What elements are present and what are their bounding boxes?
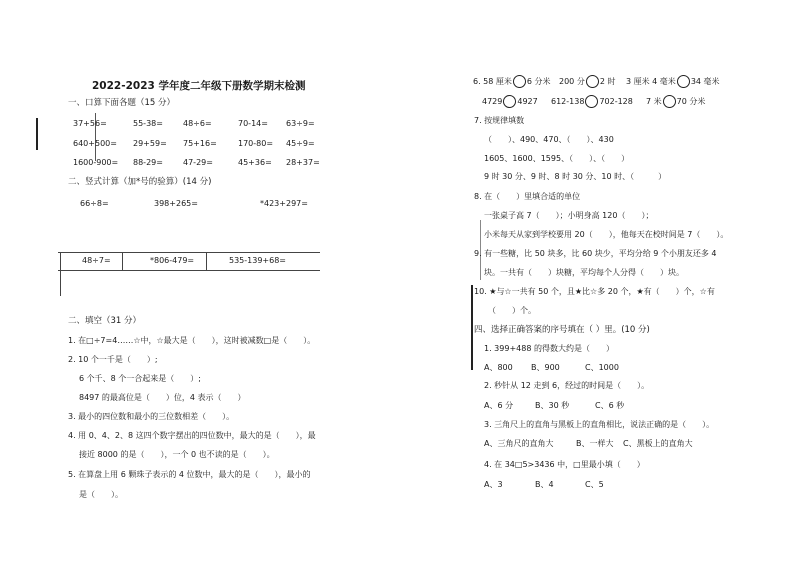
choice-question: 3. 三角尺上的直角与黑板上的直角相比，说法正确的是（ ）。 bbox=[484, 420, 715, 429]
fill-question: 5. 在算盘上用 6 颗珠子表示的 4 位数中，最大的是（ ），最小的 bbox=[68, 470, 311, 479]
q10-line: （ ）个。 bbox=[488, 306, 536, 315]
unit-line: 小米每天从家到学校要用 20（ ），他每天在校时间是 7（ ）。 bbox=[484, 230, 729, 239]
pattern-line: 9 时 30 分、9 时、8 时 30 分、10 时、（ ） bbox=[484, 172, 667, 181]
calc-item: 63÷9= bbox=[286, 119, 315, 128]
calc-item: 29+59= bbox=[133, 139, 167, 148]
calc-item: 28+37= bbox=[286, 158, 320, 167]
fill-question: 8497 的最高位是（ ）位，4 表示（ ） bbox=[79, 393, 246, 402]
fill-question: 4. 用 0、4、2、8 这四个数字摆出的四位数中，最大的是（ ），最 bbox=[68, 431, 316, 440]
compare-item: 6. 58 厘米 6 分米 bbox=[473, 77, 551, 86]
calc-item: 48÷6= bbox=[183, 119, 212, 128]
choice-option[interactable]: A、800 bbox=[484, 363, 513, 372]
choice-option[interactable]: C、6 秒 bbox=[595, 401, 625, 410]
compare-item: 4729 4927 bbox=[482, 97, 538, 106]
q9-line: 9. 有一些糖，比 50 块多，比 60 块少，平均分给 9 个小朋友还多 4 bbox=[474, 249, 717, 258]
choice-question: 2. 秒针从 12 走到 6，经过的时间是（ ）。 bbox=[484, 381, 650, 390]
unit-line: 一张桌子高 7（ ）；小明身高 120（ ）； bbox=[484, 211, 654, 220]
pattern-line: 1605、1600、1595、（ ）、（ ） bbox=[484, 154, 630, 163]
calc-item: 70-14= bbox=[238, 119, 268, 128]
calc-item: 45÷9= bbox=[286, 139, 315, 148]
q8-heading: 8. 在（ ）里填合适的单位 bbox=[474, 192, 581, 201]
choice-option[interactable]: B、900 bbox=[531, 363, 560, 372]
compare-item: 200 分 2 时 bbox=[559, 77, 616, 86]
table-line bbox=[206, 252, 207, 270]
choice-option[interactable]: A、三角尺的直角大 bbox=[484, 439, 554, 448]
vertical-calc-item: 66÷8= bbox=[80, 199, 109, 208]
choice-option[interactable]: C、5 bbox=[585, 480, 604, 489]
choice-question: 4. 在 34□5>3436 中，□里最小填（ ） bbox=[484, 460, 645, 469]
compare-item: 612-138 702-128 bbox=[551, 97, 633, 106]
calc-item: 170-80= bbox=[238, 139, 274, 148]
compare-circle-icon[interactable] bbox=[503, 95, 516, 108]
choice-option[interactable]: A、3 bbox=[484, 480, 503, 489]
page-title: 2022-2023 学年度二年级下册数学期末检测 bbox=[92, 80, 306, 92]
compare-circle-icon[interactable] bbox=[513, 75, 526, 88]
calc-item: 37+56= bbox=[73, 119, 107, 128]
table-line bbox=[58, 252, 320, 253]
vertical-calc-item: 48÷7= bbox=[82, 256, 111, 265]
q7-heading: 7. 按规律填数 bbox=[474, 116, 525, 125]
compare-circle-icon[interactable] bbox=[586, 75, 599, 88]
fill-question: 接近 8000 的是（ ），一个 0 也不读的是（ ）。 bbox=[79, 450, 275, 459]
fill-question: 3. 最小的四位数和最小的三位数相差（ ）。 bbox=[68, 412, 235, 421]
fill-question: 2. 10 个一千是（ ）; bbox=[68, 355, 158, 364]
calc-item: 88-29= bbox=[133, 158, 163, 167]
section-4-heading: 四、选择正确答案的序号填在（ ）里。(10 分) bbox=[474, 325, 650, 335]
calc-item: 640+500= bbox=[73, 139, 117, 148]
table-line bbox=[122, 252, 123, 270]
section-3-heading: 二、填空（31 分） bbox=[68, 316, 142, 326]
choice-option[interactable]: A、6 分 bbox=[484, 401, 514, 410]
vertical-calc-item: *806-479= bbox=[150, 256, 195, 265]
fill-question: 是（ ）。 bbox=[79, 490, 123, 499]
vertical-calc-item: 398+265= bbox=[154, 199, 198, 208]
compare-item: 3 厘米 4 毫米 34 毫米 bbox=[626, 77, 720, 86]
calc-item: 47-29= bbox=[183, 158, 213, 167]
choice-option[interactable]: B、4 bbox=[535, 480, 554, 489]
calc-item: 1600-900= bbox=[73, 158, 119, 167]
vertical-calc-item: *423+297= bbox=[260, 199, 308, 208]
table-line bbox=[58, 270, 320, 271]
choice-question: 1. 399+488 的得数大约是（ ） bbox=[484, 344, 614, 353]
choice-option[interactable]: C、黑板上的直角大 bbox=[623, 439, 693, 448]
fill-question: 6 个千、8 个一合起来是（ ）; bbox=[79, 374, 201, 383]
section-1-heading: 一、口算下面各题（15 分） bbox=[68, 98, 176, 108]
compare-circle-icon[interactable] bbox=[585, 95, 598, 108]
table-line bbox=[60, 252, 61, 296]
calc-item: 45+36= bbox=[238, 158, 272, 167]
choice-option[interactable]: C、1000 bbox=[585, 363, 619, 372]
compare-circle-icon[interactable] bbox=[677, 75, 690, 88]
vertical-calc-item: 535-139+68= bbox=[229, 256, 287, 265]
scan-mark bbox=[36, 118, 38, 150]
calc-item: 55-38= bbox=[133, 119, 163, 128]
pattern-line: （ ）、490、470、（ ）、430 bbox=[484, 135, 614, 144]
choice-option[interactable]: B、一样大 bbox=[576, 439, 614, 448]
fill-question: 1. 在□÷7=4……☆中，☆最大是（ ），这时被减数□是（ ）。 bbox=[68, 336, 316, 345]
compare-item: 7 米 70 分米 bbox=[646, 97, 706, 106]
calc-item: 75+16= bbox=[183, 139, 217, 148]
compare-circle-icon[interactable] bbox=[663, 95, 676, 108]
choice-option[interactable]: B、30 秒 bbox=[535, 401, 570, 410]
q10-line: 10. ★与☆一共有 50 个，且★比☆多 20 个，★有（ ）个，☆有 bbox=[474, 287, 715, 296]
scan-mark bbox=[471, 285, 473, 370]
q9-line: 块。一共有（ ）块糖，平均每个人分得（ ）块。 bbox=[484, 268, 684, 277]
section-2-heading: 二、竖式计算（加*号的验算）(14 分) bbox=[68, 177, 212, 187]
